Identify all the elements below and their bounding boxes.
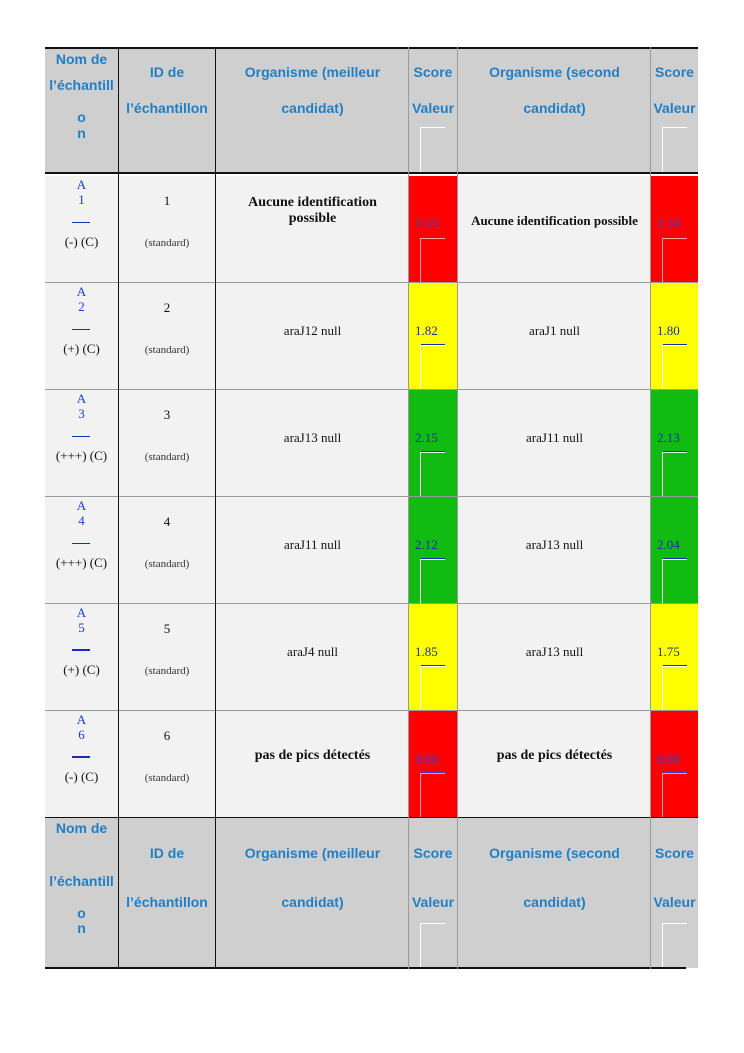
header-score-2 [651, 47, 698, 172]
header-sample-name-line: l’échantill [49, 873, 114, 889]
header-sample-name-line: o [77, 905, 86, 921]
sample-id: 4 [163, 514, 171, 529]
sample-letter: A [76, 605, 87, 620]
header-organism-second [458, 818, 651, 968]
organism-second-text: Aucune identification possible [471, 213, 638, 228]
sample-underline [72, 329, 90, 330]
score-value: 1.85 [415, 644, 438, 659]
sample-tag: (+++) (C) [55, 555, 108, 570]
sample-name-cell [45, 390, 118, 496]
score-box [420, 238, 445, 282]
sample-tag: (-) (C) [64, 234, 99, 249]
organism-best-text: Aucune identification possible [248, 195, 377, 226]
header-score-1-line: Valeur [411, 100, 455, 116]
score-2-cell [651, 711, 698, 817]
sample-number: 4 [78, 513, 85, 528]
header-sample-name-line: l’échantill [49, 77, 114, 93]
sample-underline [72, 756, 90, 758]
score-header-box [420, 127, 445, 172]
sample-id: 2 [163, 300, 171, 315]
score-2-cell [651, 176, 698, 282]
organism-best-text: araJ12 null [283, 323, 342, 338]
sample-name-cell [45, 283, 118, 389]
body-bottom-rule [45, 817, 698, 818]
score-2-cell [651, 390, 698, 496]
score-box [662, 559, 687, 603]
header-sample-name [45, 47, 118, 172]
header-sample-name-line: n [77, 920, 86, 936]
sample-tag: (+) (C) [63, 341, 100, 356]
sample-underline [72, 543, 90, 544]
row-divider [45, 389, 698, 390]
header-organism-best [216, 818, 409, 968]
sample-name-cell [45, 711, 118, 817]
header-organism-best-line: Organisme (meilleur [244, 64, 381, 80]
header-sample-name [45, 818, 118, 968]
sample-name-cell [45, 604, 118, 710]
score-2-cell [651, 604, 698, 710]
header-score-2-line: Score [655, 64, 694, 80]
sample-letter: A [76, 284, 87, 299]
col-rule [457, 47, 458, 969]
organism-best-cell [216, 390, 409, 496]
header-score-1-line: Score [413, 845, 453, 861]
organism-second-text: araJ11 null [526, 430, 583, 445]
score-1-cell [409, 390, 457, 496]
sample-id-cell [119, 497, 215, 603]
organism-second-text: araJ1 null [529, 323, 580, 338]
table-top-rule [45, 47, 698, 49]
sample-id-cell [119, 283, 215, 389]
header-bottom-rule [45, 172, 698, 174]
score-box [662, 345, 687, 389]
organism-second-text: araJ13 null [525, 644, 584, 659]
header-score-1-line: Score [413, 64, 453, 80]
organism-best-cell [216, 497, 409, 603]
header-score-2-line: Score [655, 845, 694, 861]
organism-second-cell [458, 176, 651, 282]
sample-id-cell [119, 711, 215, 817]
score-value: 2.13 [657, 430, 680, 445]
sample-letter: A [76, 391, 87, 406]
score-value: 2.12 [415, 537, 438, 552]
organism-second-cell [458, 711, 651, 817]
header-organism-best-line: candidat) [281, 100, 344, 116]
sample-name-cell [45, 176, 118, 282]
header-score-2 [651, 818, 698, 968]
organism-best-text: araJ11 null [284, 537, 341, 552]
sample-underline [72, 222, 90, 223]
score-header-box [420, 923, 445, 968]
header-sample-id [119, 818, 215, 968]
organism-second-text: araJ13 null [525, 537, 584, 552]
col-rule [118, 47, 119, 969]
organism-best-cell [216, 176, 409, 282]
sample-standard: (standard) [144, 237, 190, 249]
header-sample-name-line: Nom de [55, 820, 108, 836]
header-organism-second-line: Organisme (second [489, 64, 620, 80]
col-rule [215, 47, 216, 969]
sample-tag: (+) (C) [63, 662, 100, 677]
sample-tag: (+++) (C) [55, 448, 108, 463]
header-score-2-line: Valeur [653, 894, 696, 910]
score-value: 1.82 [415, 323, 438, 338]
header-score-1 [409, 818, 457, 968]
header-organism-second-line: Organisme (second [489, 845, 620, 861]
score-box [420, 452, 445, 496]
sample-name-cell [45, 497, 118, 603]
score-value: 1.59 [657, 216, 680, 231]
row-divider [45, 603, 698, 604]
sample-letter: A [76, 177, 87, 192]
sample-id-cell [119, 390, 215, 496]
score-header-box [662, 127, 687, 172]
score-1-cell [409, 176, 457, 282]
score-box [420, 773, 445, 817]
sample-number: 5 [78, 620, 85, 635]
score-value: 1.63 [415, 216, 438, 231]
sample-standard: (standard) [144, 665, 190, 677]
sample-id: 1 [163, 193, 171, 208]
sample-letter: A [76, 498, 87, 513]
results-table [45, 47, 698, 969]
col-rule [650, 47, 651, 969]
row-divider [45, 282, 698, 283]
header-organism-second-line: candidat) [523, 100, 586, 116]
score-value: 0.00 [415, 751, 438, 766]
organism-best-text: araJ4 null [287, 644, 338, 659]
score-1-cell [409, 604, 457, 710]
score-1-cell [409, 497, 457, 603]
organism-best-cell [216, 283, 409, 389]
header-organism-second-line: candidat) [523, 894, 586, 910]
header-sample-name-line: n [77, 125, 86, 141]
score-value: 2.15 [415, 430, 438, 445]
sample-standard: (standard) [144, 772, 190, 784]
sample-standard: (standard) [144, 451, 190, 463]
score-2-cell [651, 283, 698, 389]
organism-best-cell [216, 604, 409, 710]
score-box [420, 559, 445, 603]
score-box [420, 345, 445, 389]
table-bottom-rule [45, 967, 686, 969]
header-sample-name-line: Nom de [55, 51, 108, 67]
sample-standard: (standard) [144, 344, 190, 356]
score-1-cell [409, 283, 457, 389]
header-score-1-line: Valeur [411, 894, 455, 910]
sample-number: 6 [78, 727, 85, 742]
sample-tag: (-) (C) [64, 769, 99, 784]
header-organism-second [458, 47, 651, 172]
header-score-2-line: Valeur [653, 100, 696, 116]
organism-second-text: pas de pics détectés [496, 748, 613, 763]
sample-number: 1 [78, 192, 85, 207]
organism-second-cell [458, 604, 651, 710]
sample-underline [72, 436, 90, 437]
organism-best-text: araJ13 null [283, 430, 342, 445]
header-sample-id-line: l’échantillon [126, 100, 208, 116]
header-organism-best-line: Organisme (meilleur [244, 845, 381, 861]
score-box [662, 238, 687, 282]
header-sample-name-line: o [77, 109, 86, 125]
sample-id-cell [119, 176, 215, 282]
row-divider [45, 496, 698, 497]
header-sample-id-line: l’échantillon [126, 894, 208, 910]
sample-number: 2 [78, 299, 85, 314]
header-sample-id-line: ID de [149, 845, 185, 861]
score-2-cell [651, 497, 698, 603]
score-box [662, 452, 687, 496]
score-box [662, 773, 687, 817]
col-rule [408, 47, 409, 969]
score-box [662, 666, 687, 710]
score-header-box [662, 923, 687, 968]
row-divider [45, 710, 698, 711]
organism-second-cell [458, 497, 651, 603]
sample-letter: A [76, 712, 87, 727]
header-organism-best [216, 47, 409, 172]
score-value: 1.80 [657, 323, 680, 338]
sample-id-cell [119, 604, 215, 710]
score-value: 2.04 [657, 537, 680, 552]
header-sample-id [119, 47, 215, 172]
sample-underline [72, 649, 90, 651]
score-value: 1.75 [657, 644, 680, 659]
sample-id: 6 [163, 728, 171, 743]
organism-second-cell [458, 390, 651, 496]
header-score-1 [409, 47, 457, 172]
score-1-cell [409, 711, 457, 817]
organism-best-text: pas de pics détectés [254, 748, 371, 763]
organism-best-cell [216, 711, 409, 817]
sample-id: 3 [163, 407, 171, 422]
score-value: 0.00 [657, 751, 680, 766]
score-box [420, 666, 445, 710]
header-organism-best-line: candidat) [281, 894, 344, 910]
organism-second-cell [458, 283, 651, 389]
sample-standard: (standard) [144, 558, 190, 570]
header-sample-id-line: ID de [149, 64, 185, 80]
sample-id: 5 [163, 621, 171, 636]
sample-number: 3 [78, 406, 85, 421]
